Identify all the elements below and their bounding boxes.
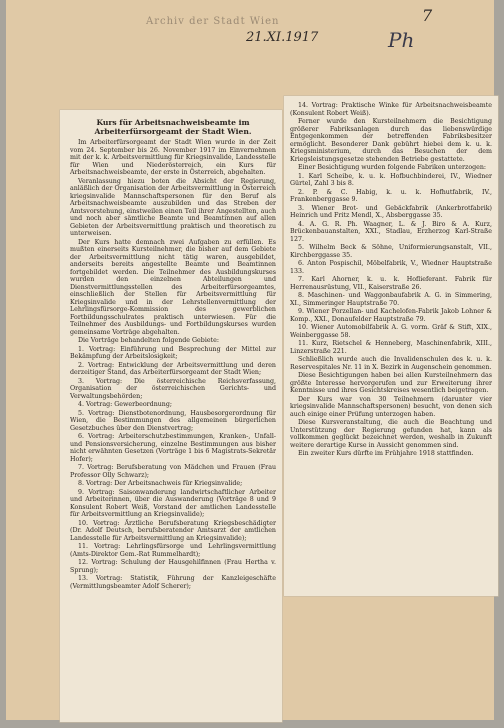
paragraph: Veranlassung hiezu boten die Absicht der Regierung, anläßlich der Organisation der Arbeitsvermittlung in Österreich kriegsinvalide Mannschaftspersonen für den Beruf als Arbeitsnachweisbeamte auszubilden und das Streben der Amtsvorstehung, einstweilen einen Teil ihrer Angestellten, auch und noch aber sämtliche Beamte und Beamtinnen auf allen Gebieten der Arbeitsvermittlung praktisch und theoretisch zu unterweisen. bbox=[70, 177, 276, 237]
lecture-item: 11. Vortrag: Lehrlingsfürsorge und Lehrlingsvermittlung (Amts-Direktor Gem.-Rat Rummelhardt); bbox=[70, 543, 276, 558]
factory-item: 10. Wiener Automobilfabrik A. G. vorm. Gräf & Stift, XIX., Weinberggasse 58. bbox=[290, 324, 492, 339]
article-headline: Kurs für Arbeitsnachweisbeamte im Arbeiterfürsorgeamt der Stadt Wien. bbox=[94, 118, 252, 136]
paragraph: Der Kurs war von 30 Teilnehmern (darunter vier kriegsinvalide Mannschaftspersonen) besucht, von denen sich auch einige einer Prüfung unterzogen haben. bbox=[290, 395, 492, 418]
factory-item: 11. Kurz, Rietschel & Henneberg, Maschinenfabrik, XIII., Linzerstraße 221. bbox=[290, 340, 492, 355]
lecture-item: 9. Vortrag: Saisonwanderung landwirtschaftlicher Arbeiter und Arbeiterinnen, über die Auswanderung (Vorträge 8 und 9 Konsulent Robert Weiß, Vorstand der amtlichen Landesstelle für Arbeitsvermittlung an Kriegsinvalide); bbox=[70, 488, 276, 518]
factory-item: 8. Maschinen- und Waggonbaufabrik A. G. in Simmering, XI., Simmeringer Hauptstraße 70. bbox=[290, 292, 492, 307]
lecture-item: 3. Vortrag: Die österreichische Reichsverfassung, Organisation der österreichischen Gerichts- und Verwaltungsbehörden; bbox=[70, 377, 276, 400]
lecture-item: 6. Vortrag: Arbeiterschutzbestimmungen, Kranken-, Unfall- und Pensionsversicherung, einzelne Bestimmungen aus bisher nicht erwähnten Gesetzen (Vorträge 1 bis 6 Magistrats-Sekretär Hofer); bbox=[70, 433, 276, 463]
paragraph: Schließlich wurde auch die Invalidenschulen des k. u. k. Reservespitales Nr. 11 in X. Bezirk in Augenschein genommen. bbox=[290, 356, 492, 371]
lecture-item: 7. Vortrag: Berufsberatung von Mädchen und Frauen (Frau Professor Olly Schwarz); bbox=[70, 464, 276, 479]
lecture-item: 4. Vortrag: Gewerbeordnung; bbox=[78, 401, 173, 408]
paragraph: Ferner wurde den Kursteilnehmern die Besichtigung größerer Fabriksanlagen durch das liebenswürdige Entgegenkommen der betreffenden Fabriksbesitzer ermöglicht. Besonderer Dank gebührt hiebei dem k. u. k. Kriegsministerium, durch das Besuchen der dem Kriegsleistungsgesetze stehenden Betriebe gestattete. bbox=[290, 118, 492, 163]
factory-item: 4. A. G. R. Ph. Waagner, L. & J. Biro & A. Kurz, Brückenbauanstalten, XXI., Stadlau, Erzherzog Karl-Straße 127. bbox=[290, 220, 492, 243]
lecture-item: 12. Vortrag: Schulung der Hausgehilfinnen (Frau Hertha v. Sprung); bbox=[70, 559, 276, 574]
paragraph: Diese Kursveranstaltung, die auch die Beachtung und Unterstützung der Regierung gefunden hat, kann als vollkommen geglückt bezeichnet werden, weshalb in Zukunft weitere derartige Kurse in Aussicht genommen sind. bbox=[290, 419, 492, 449]
factory-item: 6. Anton Pospischil, Möbelfabrik, V., Wiedner Hauptstraße 133. bbox=[290, 260, 492, 275]
closing-line: Ein zweiter Kurs dürfte im Frühjahre 1918 stattfinden. bbox=[298, 450, 474, 457]
handwritten-page-number: 7 bbox=[422, 6, 433, 25]
lecture-item: 8. Vortrag: Der Arbeitsnachweis für Kriegsinvalide; bbox=[78, 480, 243, 487]
lecture-item: 13. Vortrag: Statistik, Führung der Kanzleigeschäfte (Vermittlungsbeamter Adolf Scherer); bbox=[70, 575, 276, 590]
handwritten-date: 21.XI.1917 bbox=[246, 30, 319, 45]
lecture-item: 1. Vortrag: Einführung und Besprechung der Mittel zur Bekämpfung der Arbeitslosigkeit; bbox=[70, 345, 276, 360]
factory-item: 2. P. & C. Habig, k. u. k. Hofhutfabrik, IV., Frankenberggasse 9. bbox=[290, 188, 492, 203]
lecture-item: 10. Vortrag: Ärztliche Berufsberatung Kriegsbeschädigter (Dr. Adolf Deutsch, berufsberatender Amtsarzt der amtlichen Landesstelle für Arbeitsvermittlung an Kriegsinvalide); bbox=[70, 519, 276, 542]
factory-item: 7. Karl Ahorner, k. u. k. Hoflieferant. Fabrik für Herrenausrüstung, VII., Kaiserstraße 26. bbox=[290, 276, 492, 291]
factory-item: 1. Karl Scheibe, k. u. k. Hofbuchbinderei, IV., Wiedner Gürtel, Zahl 3 bis 8. bbox=[290, 172, 492, 187]
factory-item: 9. Wiener Porzellan- und Kachelofen-Fabrik Jakob Lohner & Komp., XXI., Donaufelder Hauptstraße 79. bbox=[290, 308, 492, 323]
lecture-item: 14. Vortrag: Praktische Winke für Arbeitsnachweisbeamte (Konsulent Robert Weiß). bbox=[290, 102, 492, 117]
paragraph: Diese Besichtigungen haben bei allen Kursteilnehmern das größte Interesse hervorgerufen und zur Erweiterung ihrer Kenntnisse und ihres Gesichtskreises wesentlich beigetragen. bbox=[290, 372, 492, 394]
archive-sheet bbox=[6, 0, 494, 720]
paragraph: Der Kurs hatte demnach zwei Aufgaben zu erfüllen. Es mußten einerseits Kursteilnehmer, die bisher auf dem Gebiete der Arbeitsvermittlung nicht tätig waren, ausgebildet, anderseits bereits angestellte Beamte und Beamtinnen fortgebildet werden. Die Teilnehmer des Ausbildungskurses wurden den einzelnen Abteilungen und Dienstvermittlungsstellen des Arbeiterfürsorgeamtes, einschließlich der Stellen für Arbeitsvermittlung für Kriegsinvalide und in der Lehrstellenvermittlung der Lehrlingsfürsorge-Kommission des gewerblichen Fortbildungsschulrates praktisch unterwiesen. Für die Teilnehmer des Ausbildungs- und Fortbildungskurses wurden gemeinsame Vorträge abgehalten. bbox=[70, 238, 276, 336]
handwritten-signature: Ph bbox=[388, 28, 415, 52]
paragraph: Einer Besichtigung wurden folgende Fabriken unterzogen: bbox=[298, 164, 487, 171]
paragraph: Im Arbeiterfürsorgeamt der Stadt Wien wurde in der Zeit vom 24. September bis 26. November 1917 im Einvernehmen mit der k. k. Arbeitsvermittlung für Kriegsinvalide, Landesstelle für Wien und Niederösterreich, ein Kurs für Arbeitsnachweisbeamte, der erste in Österreich, abgehalten. bbox=[70, 139, 276, 176]
factory-item: 5. Wilhelm Beck & Söhne, Uniformierungsanstalt, VII., Kirchberggasse 35. bbox=[290, 244, 492, 259]
newspaper-clipping-left bbox=[60, 110, 282, 722]
lecture-item: 5. Vortrag: Dienstbotenordnung, Hausbesorgerordnung für Wien, die Bestimmungen des allgemeinen bürgerlichen Gesetzbuches über den Dienstvertrag; bbox=[70, 409, 276, 432]
factory-item: 3. Wiener Brot- und Gebäckfabrik (Ankerbrotfabrik) Heinrich und Fritz Mendl, X., Absberggasse 35. bbox=[290, 204, 492, 219]
newspaper-clipping-right bbox=[284, 96, 498, 596]
paragraph: Die Vorträge behandelten folgende Gebiete: bbox=[78, 337, 219, 344]
lecture-item: 2. Vortrag: Entwicklung der Arbeitsvermittlung und deren derzeitiger Stand, das Arbeiterfürsorgeamt der Stadt Wien; bbox=[70, 361, 276, 376]
archive-stamp: Archiv der Stadt Wien bbox=[146, 16, 280, 27]
